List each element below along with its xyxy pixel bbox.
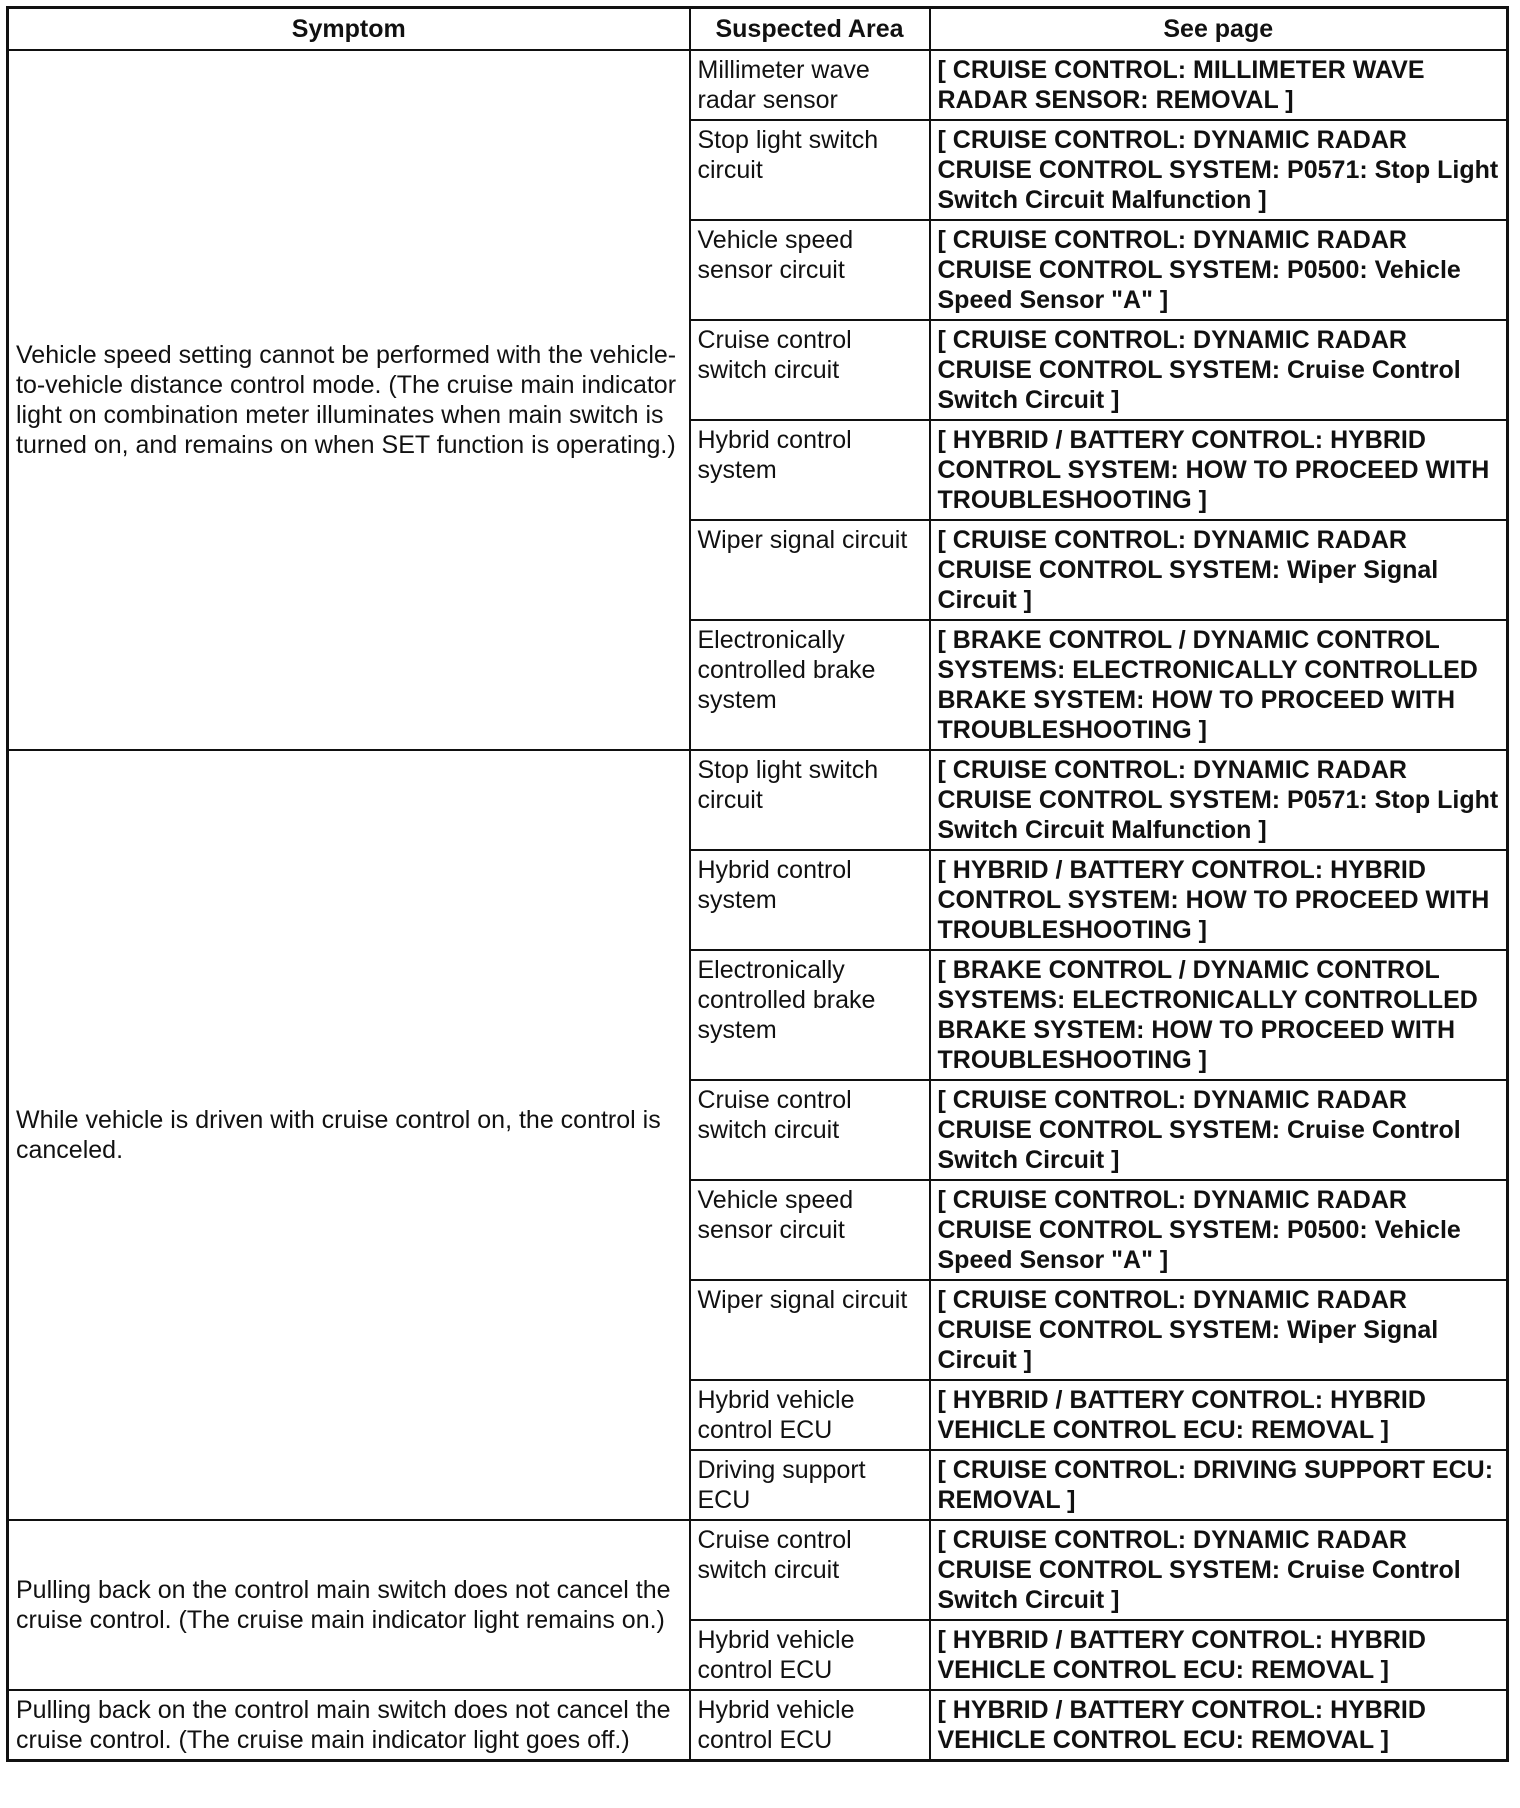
see-page-link[interactable]: [ BRAKE CONTROL / DYNAMIC CONTROL SYSTEMS: ELECTRONICALLY CONTROLLED BRAKE SYSTEM: HOW TO PROCEED WITH TROUBLESHOOTING ] [930,950,1508,1080]
table-row [8,50,1508,120]
see-page-link[interactable]: [ CRUISE CONTROL: DYNAMIC RADAR CRUISE CONTROL SYSTEM: P0500: Vehicle Speed Sensor "A" ] [930,1180,1508,1280]
header-see-page: See page [930,8,1508,50]
suspected-area-cell: Cruise control switch circuit [690,1080,930,1180]
see-page-link[interactable]: [ HYBRID / BATTERY CONTROL: HYBRID VEHICLE CONTROL ECU: REMOVAL ] [930,1380,1508,1450]
suspected-area-cell: Hybrid vehicle control ECU [690,1690,930,1761]
see-page-link[interactable]: [ CRUISE CONTROL: MILLIMETER WAVE RADAR SENSOR: REMOVAL ] [930,50,1508,120]
see-page-link[interactable]: [ CRUISE CONTROL: DYNAMIC RADAR CRUISE CONTROL SYSTEM: Wiper Signal Circuit ] [930,520,1508,620]
see-page-link[interactable]: [ CRUISE CONTROL: DYNAMIC RADAR CRUISE CONTROL SYSTEM: P0500: Vehicle Speed Sensor "A" ] [930,220,1508,320]
suspected-area-cell: Hybrid vehicle control ECU [690,1380,930,1450]
suspected-area-cell: Cruise control switch circuit [690,320,930,420]
suspected-area-cell: Millimeter wave radar sensor [690,50,930,120]
troubleshooting-table [6,6,1509,1762]
table-row [8,1690,1508,1761]
suspected-area-cell: Hybrid control system [690,420,930,520]
table-body [8,50,1508,1761]
suspected-area-cell: Electronically controlled brake system [690,950,930,1080]
see-page-link[interactable]: [ CRUISE CONTROL: DYNAMIC RADAR CRUISE CONTROL SYSTEM: Cruise Control Switch Circuit ] [930,320,1508,420]
see-page-link[interactable]: [ HYBRID / BATTERY CONTROL: HYBRID VEHICLE CONTROL ECU: REMOVAL ] [930,1690,1508,1761]
see-page-link[interactable]: [ CRUISE CONTROL: DYNAMIC RADAR CRUISE CONTROL SYSTEM: Cruise Control Switch Circuit ] [930,1080,1508,1180]
suspected-area-cell: Hybrid control system [690,850,930,950]
header-symptom: Symptom [8,8,690,50]
see-page-link[interactable]: [ HYBRID / BATTERY CONTROL: HYBRID CONTROL SYSTEM: HOW TO PROCEED WITH TROUBLESHOOTING ] [930,420,1508,520]
symptom-cell: While vehicle is driven with cruise control on, the control is canceled. [8,750,690,1520]
see-page-link[interactable]: [ CRUISE CONTROL: DYNAMIC RADAR CRUISE CONTROL SYSTEM: P0571: Stop Light Switch Circuit Malfunction ] [930,120,1508,220]
suspected-area-cell: Electronically controlled brake system [690,620,930,750]
see-page-link[interactable]: [ CRUISE CONTROL: DRIVING SUPPORT ECU: REMOVAL ] [930,1450,1508,1520]
suspected-area-cell: Wiper signal circuit [690,520,930,620]
suspected-area-cell: Driving support ECU [690,1450,930,1520]
header-suspected-area: Suspected Area [690,8,930,50]
symptom-cell: Pulling back on the control main switch does not cancel the cruise control. (The cruise main indicator light remains on.) [8,1520,690,1690]
symptom-cell: Vehicle speed setting cannot be performed with the vehicle-to-vehicle distance control mode. (The cruise main indicator light on combination meter illuminates when main switch is turned on, and remains on when SET function is operating.) [8,50,690,750]
suspected-area-cell: Stop light switch circuit [690,120,930,220]
suspected-area-cell: Vehicle speed sensor circuit [690,220,930,320]
see-page-link[interactable]: [ CRUISE CONTROL: DYNAMIC RADAR CRUISE CONTROL SYSTEM: Wiper Signal Circuit ] [930,1280,1508,1380]
suspected-area-cell: Wiper signal circuit [690,1280,930,1380]
table-header [8,8,1508,50]
see-page-link[interactable]: [ CRUISE CONTROL: DYNAMIC RADAR CRUISE CONTROL SYSTEM: P0571: Stop Light Switch Circuit Malfunction ] [930,750,1508,850]
see-page-link[interactable]: [ HYBRID / BATTERY CONTROL: HYBRID CONTROL SYSTEM: HOW TO PROCEED WITH TROUBLESHOOTING ] [930,850,1508,950]
suspected-area-cell: Cruise control switch circuit [690,1520,930,1620]
see-page-link[interactable]: [ HYBRID / BATTERY CONTROL: HYBRID VEHICLE CONTROL ECU: REMOVAL ] [930,1620,1508,1690]
suspected-area-cell: Stop light switch circuit [690,750,930,850]
see-page-link[interactable]: [ BRAKE CONTROL / DYNAMIC CONTROL SYSTEMS: ELECTRONICALLY CONTROLLED BRAKE SYSTEM: HOW TO PROCEED WITH TROUBLESHOOTING ] [930,620,1508,750]
suspected-area-cell: Hybrid vehicle control ECU [690,1620,930,1690]
table-row [8,1520,1508,1620]
symptom-cell: Pulling back on the control main switch does not cancel the cruise control. (The cruise main indicator light goes off.) [8,1690,690,1761]
table-row [8,750,1508,850]
header-row [8,8,1508,50]
see-page-link[interactable]: [ CRUISE CONTROL: DYNAMIC RADAR CRUISE CONTROL SYSTEM: Cruise Control Switch Circuit ] [930,1520,1508,1620]
suspected-area-cell: Vehicle speed sensor circuit [690,1180,930,1280]
